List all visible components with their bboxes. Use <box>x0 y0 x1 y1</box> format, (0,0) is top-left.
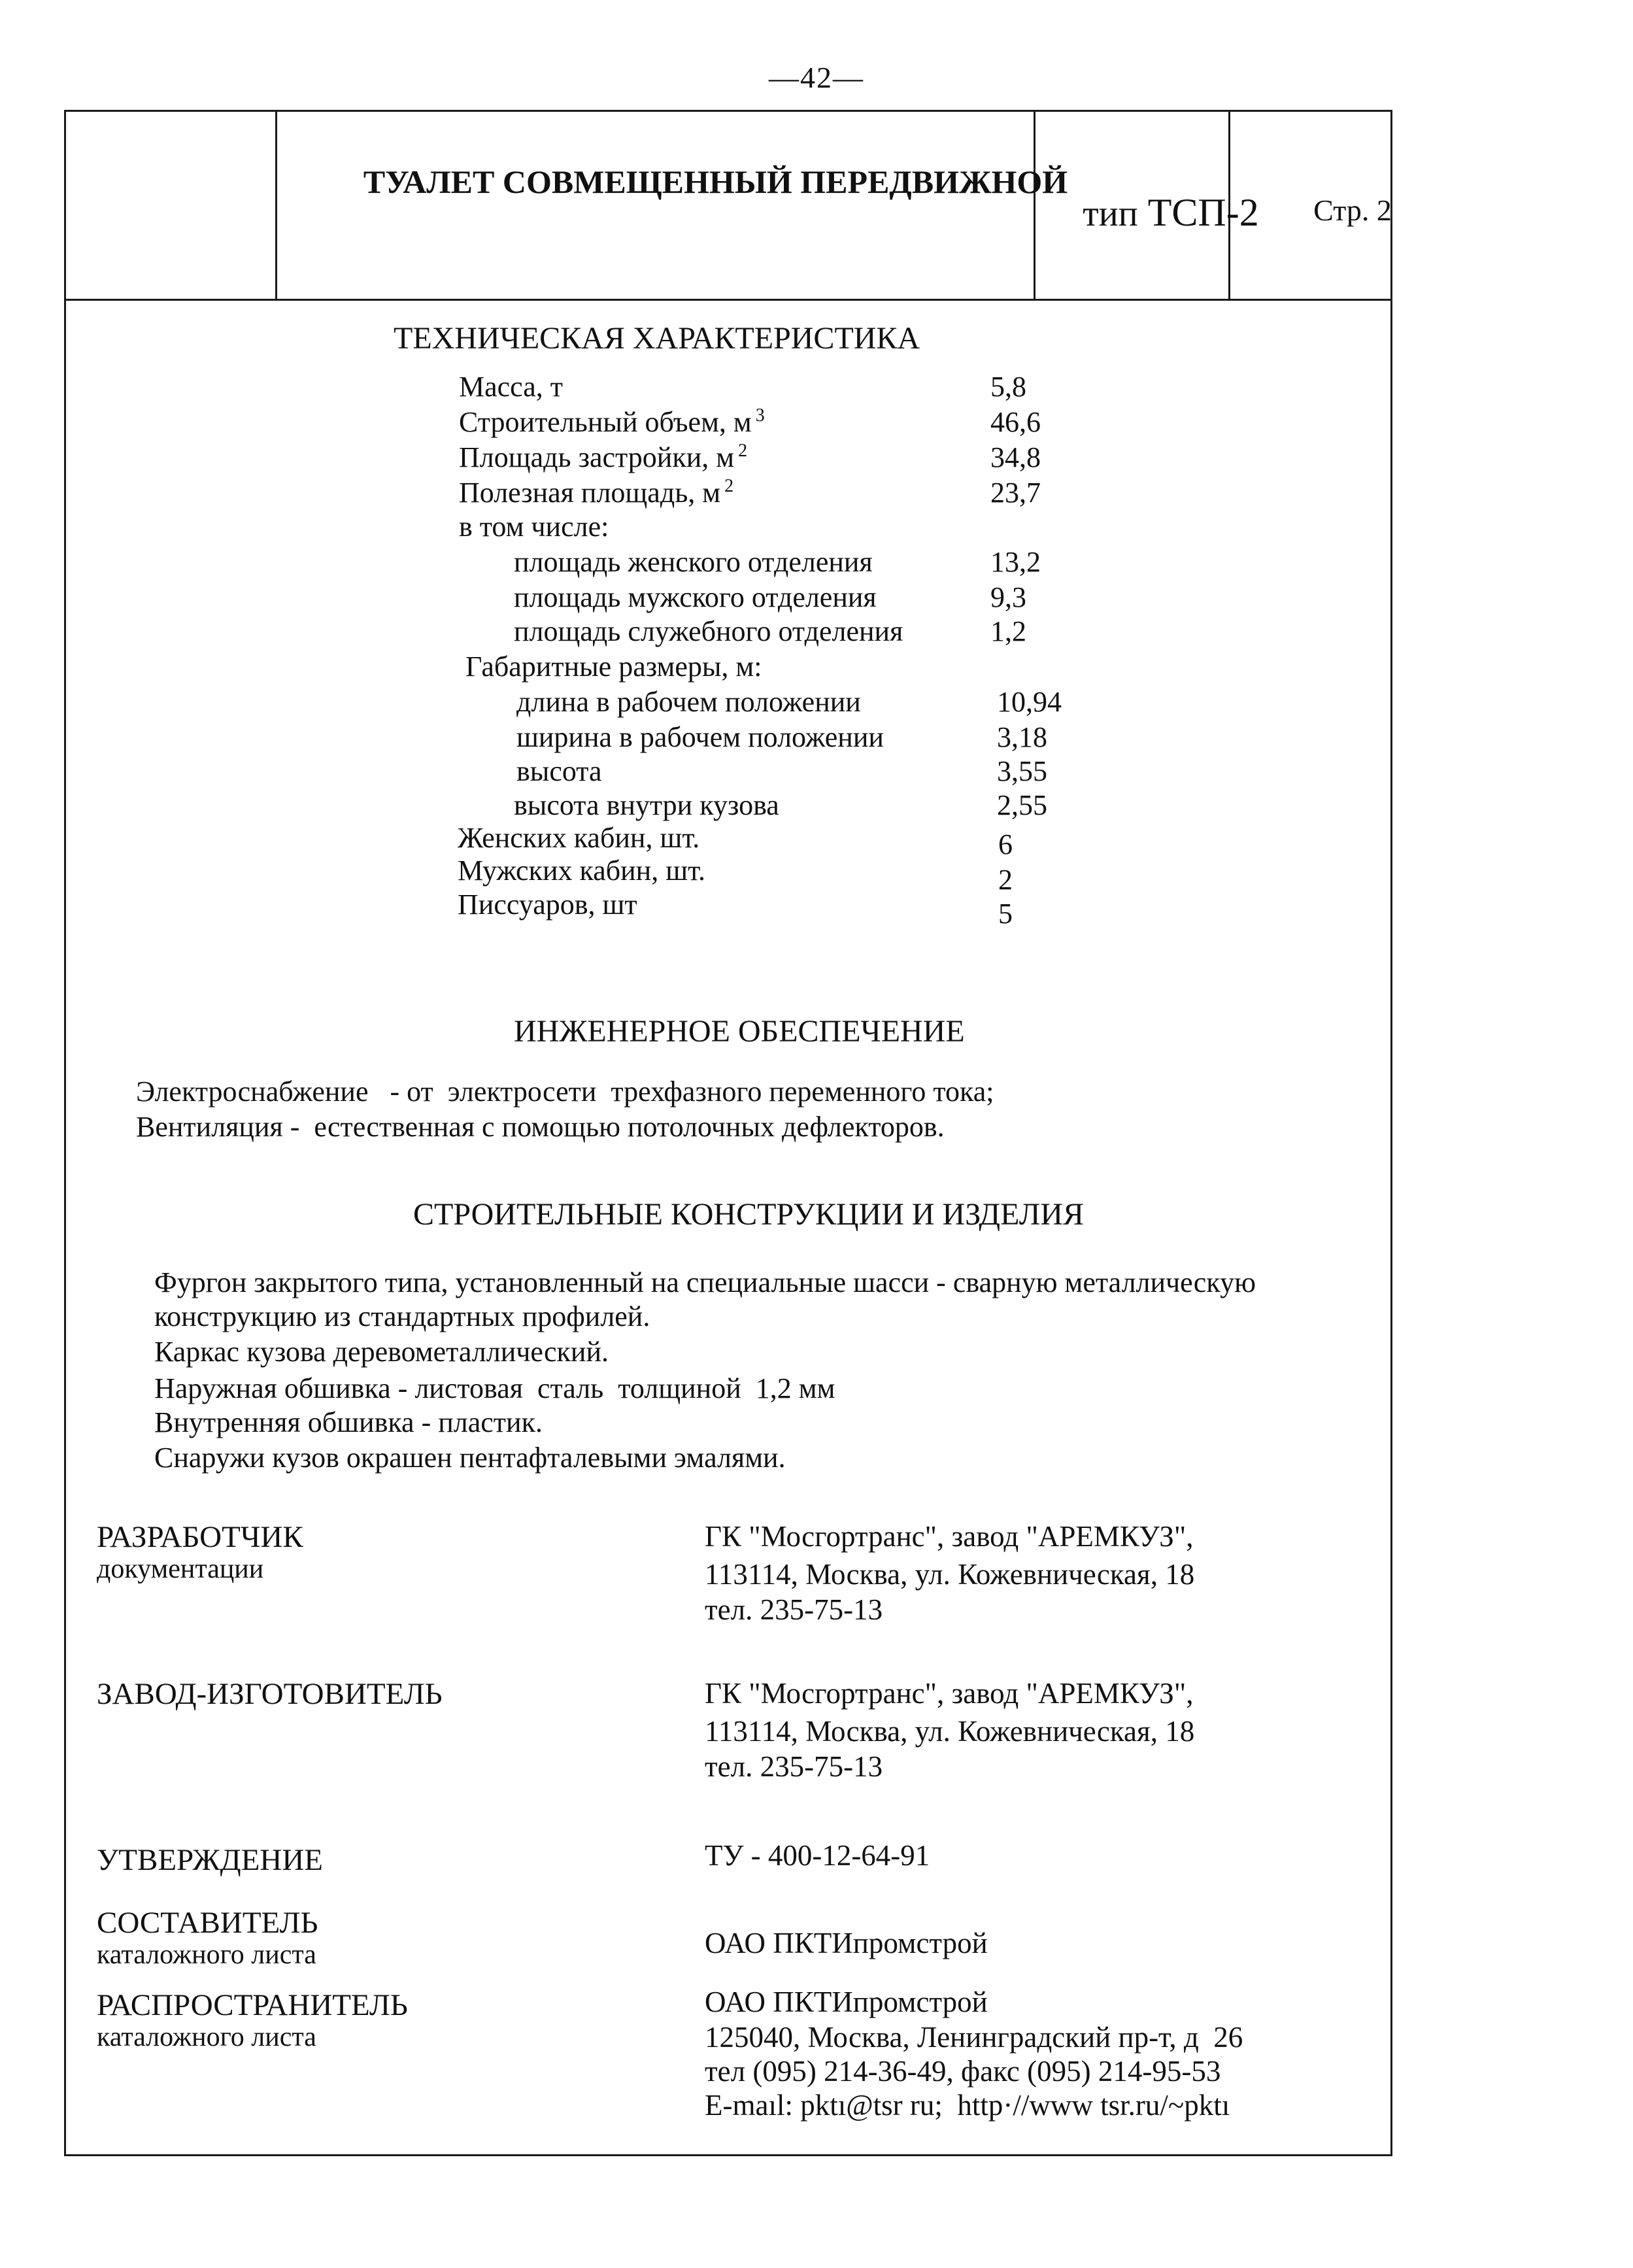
distributor-line: E-maıl: pktı@tsr ru; http·//www tsr.ru/~pktı <box>705 2089 1230 2122</box>
construction-heading: СТРОИТЕЛЬНЫЕ КОНСТРУКЦИИ И ИЗДЕЛИЯ <box>413 1197 1084 1232</box>
manufacturer-label: ЗАВОД-ИЗГОТОВИТЕЛЬ <box>97 1677 443 1711</box>
tech-row-label: Женских кабин, шт. <box>458 822 700 854</box>
distributor-sublabel: каталожного листа <box>97 2022 316 2052</box>
tech-row-value: 23,7 <box>990 477 1041 509</box>
page-label: Стр. 2 <box>1313 194 1392 227</box>
tech-row-value: 34,8 <box>990 441 1041 473</box>
tech-row-label: Строительный объем, м <box>459 406 752 438</box>
compiler-value: ОАО ПКТИпромстрой <box>705 1927 988 1959</box>
superscript: 2 <box>738 441 748 461</box>
distributor-label: РАСПРОСТРАНИТЕЛЬ <box>97 1988 408 2022</box>
header-divider-2 <box>1034 112 1035 299</box>
developer-label: РАЗРАБОТЧИК <box>97 1520 303 1554</box>
tech-row-value: 3,55 <box>997 755 1047 787</box>
tech-row-label: высота внутри кузова <box>514 789 779 821</box>
tech-row-value: 5,8 <box>990 371 1026 403</box>
tech-row-label: Масса, т <box>459 371 564 403</box>
superscript: 3 <box>755 405 765 426</box>
type-designation <box>1047 190 1295 235</box>
developer-line: 113114, Москва, ул. Кожевническая, 18 <box>705 1558 1195 1591</box>
tech-row-label: длина в рабочем положении <box>516 686 861 718</box>
construction-line: Внутренняя обшивка - пластик. <box>154 1406 543 1438</box>
tech-row-label: высота <box>516 755 602 787</box>
tech-row-value: 10,94 <box>997 686 1062 718</box>
construction-line: конструкцию из стандартных профилей. <box>154 1300 650 1332</box>
distributor-line: тел (095) 214-36-49, факс (095) 214-95-53 <box>705 2055 1221 2088</box>
tech-row-value: 13,2 <box>990 546 1041 578</box>
tech-row-label: Мужских кабин, шт. <box>458 855 706 887</box>
developer-line: ГК "Мосгортранс", завод "АРЕМКУЗ", <box>705 1520 1194 1553</box>
construction-line: Каркас кузова деревометаллический. <box>154 1336 609 1368</box>
developer-sublabel: документации <box>97 1554 264 1584</box>
tech-row-label: площадь женского отделения <box>514 546 873 578</box>
tech-row-value: 9,3 <box>990 581 1026 613</box>
tech-row-value: 46,6 <box>990 406 1041 438</box>
construction-line: Фургон закрытого типа, установленный на специальные шасси - сварную металлическую <box>154 1266 1256 1298</box>
construction-line: Снаружи кузов окрашен пентафталевыми эмалями. <box>154 1442 786 1474</box>
engineering-line: Вентиляция - естественная с помощью потолочных дефлекторов. <box>136 1111 945 1143</box>
tech-row-label: Габаритные размеры, м: <box>465 651 762 683</box>
tech-row-label: Полезная площадь, м <box>459 477 721 509</box>
tech-row-label: Площадь застройки, м <box>459 441 735 473</box>
manufacturer-line: 113114, Москва, ул. Кожевническая, 18 <box>705 1715 1195 1748</box>
manufacturer-line: тел. 235-75-13 <box>705 1750 883 1783</box>
tech-row-value: 2,55 <box>997 789 1047 821</box>
distributor-line: ОАО ПКТИпромстрой <box>705 1986 988 2018</box>
header-divider-1 <box>275 112 277 299</box>
page-number: —42— <box>769 61 864 94</box>
tech-row-label: в том числе: <box>459 511 609 543</box>
tech-heading: ТЕХНИЧЕСКАЯ ХАРАКТЕРИСТИКА <box>394 321 920 356</box>
tech-row-value: 6 <box>998 828 1013 860</box>
type-prefix: тип <box>1083 194 1138 234</box>
construction-line: Наружная обшивка - листовая сталь толщиной 1,2 мм <box>154 1372 835 1404</box>
tech-row-value: 5 <box>998 898 1013 930</box>
compiler-sublabel: каталожного листа <box>97 1940 316 1970</box>
engineering-line: Электроснабжение - от электросети трехфазного переменного тока; <box>136 1075 994 1108</box>
tech-row-label: ширина в рабочем положении <box>516 721 884 753</box>
header-divider <box>66 299 1390 301</box>
manufacturer-line: ГК "Мосгортранс", завод "АРЕМКУЗ", <box>705 1677 1194 1710</box>
approval-label: УТВЕРЖДЕНИЕ <box>97 1843 324 1877</box>
tech-row-label: площадь служебного отделения <box>514 615 903 647</box>
approval-value: ТУ - 400-12-64-91 <box>705 1839 930 1872</box>
document-title: ТУАЛЕТ СОВМЕЩЕННЫЙ ПЕРЕДВИЖНОЙ <box>363 163 1068 200</box>
tech-row-value: 3,18 <box>997 721 1047 753</box>
superscript: 2 <box>724 476 734 496</box>
tech-row-value: 1,2 <box>990 615 1026 647</box>
distributor-line: 125040, Москва, Ленинградский пр-т, д 26 <box>705 2021 1243 2054</box>
engineering-heading: ИНЖЕНЕРНОЕ ОБЕСПЕЧЕНИЕ <box>514 1014 965 1049</box>
type-code: ТСП-2 <box>1147 191 1259 234</box>
tech-row-value: 2 <box>998 864 1013 896</box>
tech-row-label: площадь мужского отделения <box>514 581 877 613</box>
compiler-label: СОСТАВИТЕЛЬ <box>97 1906 318 1940</box>
developer-line: тел. 235-75-13 <box>705 1593 883 1626</box>
tech-row-label: Писсуаров, шт <box>458 889 637 921</box>
